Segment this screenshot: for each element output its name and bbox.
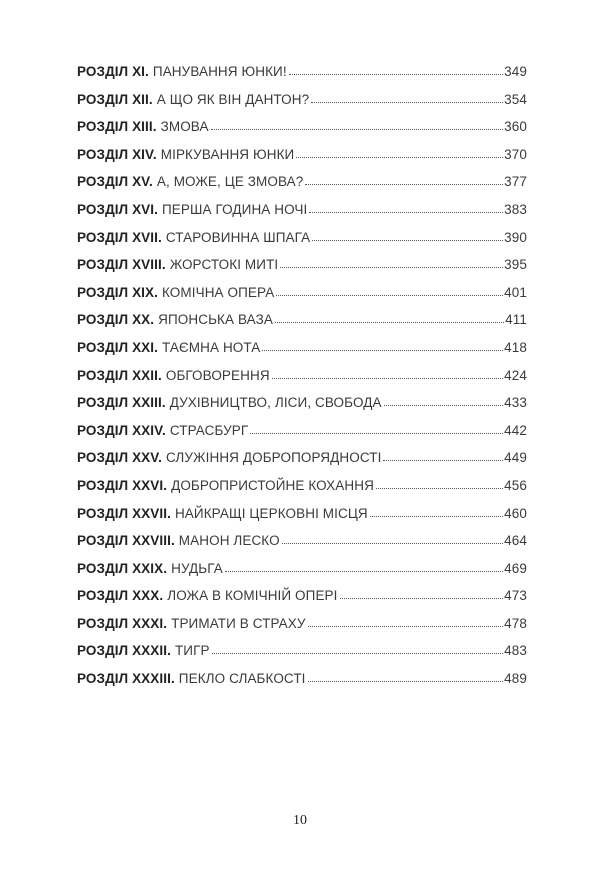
toc-entry [77,616,527,644]
chapter-title: ТИГР [174,643,210,659]
chapter-title: СТРАСБУРГ [169,422,249,438]
chapter-number: РОЗДІЛ XXV. [77,450,163,466]
dot-leader [212,653,504,654]
dot-leader [309,212,503,213]
chapter-page-number: 370 [504,146,527,162]
dot-leader [296,157,503,158]
dot-leader [280,267,503,268]
dot-leader [384,405,504,406]
chapter-page-number: 460 [504,505,527,521]
chapter-title: ТРИМАТИ В СТРАХУ [171,615,306,631]
chapter-number: РОЗДІЛ XIII. [77,119,157,135]
chapter-page-number: 449 [504,450,527,466]
dot-leader [289,74,503,75]
chapter-number: РОЗДІЛ XXVII. [77,505,171,521]
chapter-title: А, МОЖЕ, ЦЕ ЗМОВА? [156,174,304,190]
toc-entry [77,119,527,147]
chapter-title: ТАЄМНА НОТА [162,339,261,355]
page-number: 10 [293,813,307,828]
toc-entry [77,423,527,451]
chapter-title: ЗМОВА [160,119,209,135]
chapter-number: РОЗДІЛ XVII. [77,229,162,245]
chapter-title: ПЕРША ГОДИНА НОЧІ [162,201,308,217]
chapter-title: А ЩО ЯК ВІН ДАНТОН? [156,91,310,107]
dot-leader [305,184,503,185]
chapter-number: РОЗДІЛ XXVIII. [77,533,175,549]
toc-entry [77,174,527,202]
chapter-title: КОМІЧНА ОПЕРА [162,284,275,300]
chapter-number: РОЗДІЛ XX. [77,312,155,328]
chapter-page-number: 418 [504,339,527,355]
chapter-page-number: 424 [504,367,527,383]
chapter-number: РОЗДІЛ XII. [77,91,153,107]
dot-leader [376,488,503,489]
chapter-page-number: 433 [504,395,527,411]
chapter-title: ПЕКЛО СЛАБКОСТІ [178,671,306,687]
toc-entry [77,312,527,340]
dot-leader [340,598,504,599]
chapter-number: РОЗДІЛ XI. [77,64,149,79]
chapter-page-number: 464 [504,533,527,549]
dot-leader [211,129,504,130]
toc-entry [77,202,527,230]
dot-leader [275,322,504,323]
dot-leader [262,350,503,351]
chapter-number: РОЗДІЛ XIX. [77,284,158,300]
chapter-number: РОЗДІЛ XXII. [77,367,162,383]
chapter-number: РОЗДІЛ XXIV. [77,422,166,438]
chapter-number: РОЗДІЛ XXIII. [77,395,166,411]
toc-entry [77,92,527,120]
toc-entry [77,478,527,506]
chapter-page-number: 349 [504,64,527,79]
chapter-page-number: 473 [504,588,527,604]
toc-entry [77,643,527,671]
dot-leader [312,240,503,241]
dot-leader [272,378,504,379]
toc-entry [77,588,527,616]
dot-leader [276,295,503,296]
chapter-title: ЯПОНСЬКА ВАЗА [158,312,273,328]
chapter-number: РОЗДІЛ XXXIII. [77,671,175,687]
chapter-page-number: 395 [504,257,527,273]
toc-entry [77,395,527,423]
chapter-number: РОЗДІЛ XXXI. [77,615,168,631]
dot-leader [383,460,503,461]
toc-entry [77,147,527,175]
toc-entry [77,368,527,396]
chapter-page-number: 401 [504,284,527,300]
chapter-title: ОБГОВОРЕННЯ [165,367,270,383]
chapter-title: ПАНУВАННЯ ЮНКИ! [152,64,287,79]
chapter-title: СЛУЖІННЯ ДОБРОПОРЯДНОСТІ [166,450,382,466]
chapter-number: РОЗДІЛ XXI. [77,339,158,355]
chapter-number: РОЗДІЛ XXXII. [77,643,171,659]
toc-entry [77,285,527,313]
chapter-page-number: 469 [504,560,527,576]
chapter-title: СТАРОВИННА ШПАГА [165,229,311,245]
chapter-page-number: 411 [505,312,527,328]
table-of-contents [77,64,527,699]
chapter-number: РОЗДІЛ XV. [77,174,153,190]
dot-leader [311,102,503,103]
chapter-title: НАЙКРАЩІ ЦЕРКОВНІ МІСЦЯ [174,505,368,521]
chapter-number: РОЗДІЛ XXVI. [77,477,168,493]
dot-leader [308,681,504,682]
chapter-title: ЖОРСТОКІ МИТІ [169,257,279,273]
toc-entry [77,450,527,478]
toc-entry [77,230,527,258]
toc-entry [77,340,527,368]
toc-entry [77,533,527,561]
toc-entry [77,561,527,589]
chapter-number: РОЗДІЛ XIV. [77,146,157,162]
chapter-page-number: 377 [504,174,527,190]
chapter-page-number: 489 [504,671,527,687]
dot-leader [282,543,503,544]
chapter-page-number: 383 [504,201,527,217]
dot-leader [225,571,503,572]
chapter-title: ДОБРОПРИСТОЙНЕ КОХАННЯ [171,477,374,493]
chapter-page-number: 360 [504,119,527,135]
dot-leader [370,516,503,517]
chapter-title: ЛОЖА В КОМІЧНІЙ ОПЕРІ [167,588,338,604]
chapter-number: РОЗДІЛ XXX. [77,588,164,604]
chapter-title: ДУХІВНИЦТВО, ЛІСИ, СВОБОДА [169,395,382,411]
chapter-page-number: 442 [504,422,527,438]
toc-entry [77,506,527,534]
toc-entry [77,671,527,699]
toc-entry [77,257,527,285]
chapter-title: МІРКУВАННЯ ЮНКИ [160,146,295,162]
dot-leader [308,626,504,627]
chapter-page-number: 478 [504,615,527,631]
chapter-title: МАНОН ЛЕСКО [178,533,280,549]
chapter-page-number: 456 [504,477,527,493]
chapter-number: РОЗДІЛ XVI. [77,201,158,217]
chapter-number: РОЗДІЛ XXIX. [77,560,168,576]
chapter-page-number: 354 [504,91,527,107]
chapter-page-number: 483 [504,643,527,659]
chapter-number: РОЗДІЛ XVIII. [77,257,166,273]
chapter-title: НУДЬГА [171,560,223,576]
dot-leader [250,433,503,434]
toc-entry [77,64,527,92]
chapter-page-number: 390 [504,229,527,245]
